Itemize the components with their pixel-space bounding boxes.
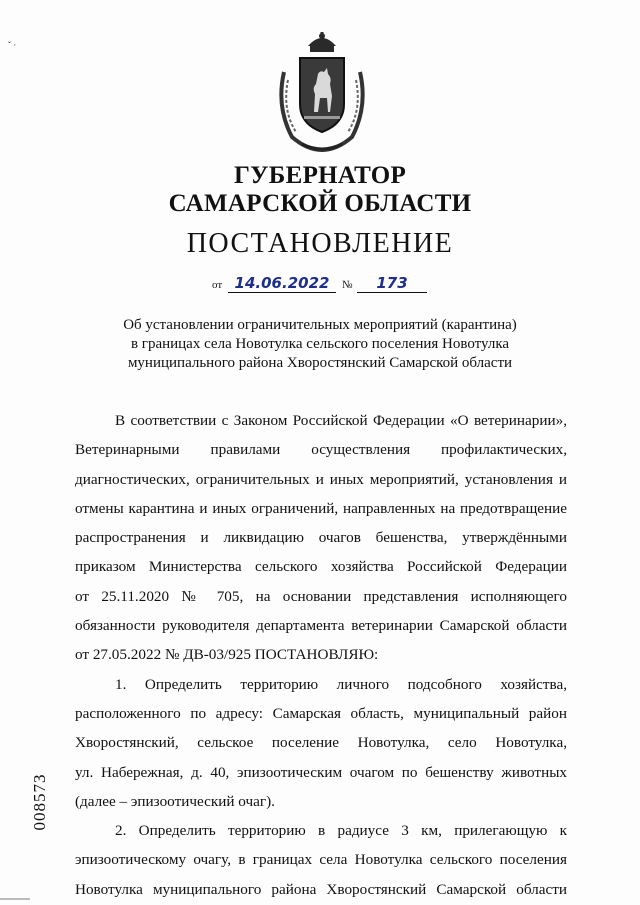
samara-coat-of-arms-icon xyxy=(272,32,372,154)
body-line: от 27.05.2022 № ДВ-03/925 ПОСТАНОВЛЯЮ: xyxy=(75,646,379,664)
subject-line: Об установлении ограничительных мероприятий (карантина) xyxy=(123,317,517,333)
body-line: Новотулка муниципального района Хворостянский Самарской области xyxy=(75,880,567,898)
subject-line: в границах села Новотулка сельского поселения Новотулка xyxy=(130,336,510,352)
title-line-1: ГУБЕРНАТОР xyxy=(233,162,407,189)
subject-line: муниципального района Хворостянский Самарской области xyxy=(127,355,513,371)
body-line: отмены карантина и иных ограничений, направленных на предотвращение xyxy=(75,499,567,517)
document-subject xyxy=(0,316,640,373)
body-line: В соответствии с Законом Российской Федерации «О ветеринарии», xyxy=(115,412,567,429)
date-from-label: от xyxy=(212,279,223,291)
registration-number xyxy=(20,770,60,840)
handwritten-date: 14.06.2022 xyxy=(228,274,336,293)
document-type: ПОСТАНОВЛЕНИЕ xyxy=(186,228,454,259)
number-label: № xyxy=(342,279,353,291)
date-number-line xyxy=(212,275,432,295)
body-line: распространения и ликвидацию очагов бешенства, утверждёнными xyxy=(75,529,567,547)
body-line: эпизоотическому очагу, в границах села Новотулка сельского поселения xyxy=(75,851,567,869)
body-line: расположенного по адресу: Самарская область, муниципальный район xyxy=(75,704,567,722)
scan-edge-mark xyxy=(0,898,30,900)
body-line: от 25.11.2020 № 705, на основании представления исполняющего xyxy=(75,587,567,605)
body-line: 2. Определить территорию в радиусе 3 км, прилегающую к xyxy=(115,822,567,840)
body-line: диагностических, ограничительных и иных мероприятий, установления и xyxy=(75,470,567,488)
body-line: 1. Определить территорию личного подсобного хозяйства, xyxy=(115,675,567,693)
body-line: Хворостянский, сельское поселение Новотулка, село Новотулка, xyxy=(75,734,567,752)
body-line: (далее – эпизоотический очаг). xyxy=(75,792,275,810)
scan-marks: ˇ · xyxy=(8,40,17,50)
body-line: Ветеринарными правилами осуществления профилактических, xyxy=(75,441,567,459)
handwritten-number: 173 xyxy=(357,274,427,293)
title-line-2: САМАРСКОЙ ОБЛАСТИ xyxy=(168,190,472,217)
document-body xyxy=(75,406,567,904)
body-line: обязанности руководителя департамента ветеринарии Самарской области xyxy=(75,617,567,635)
body-line: ул. Набережная, д. 40, эпизоотическим очагом по бешенству животных xyxy=(75,763,567,781)
body-line: приказом Министерства сельского хозяйства Российской Федерации xyxy=(75,558,567,576)
registration-number-text: 008573 xyxy=(30,773,49,831)
